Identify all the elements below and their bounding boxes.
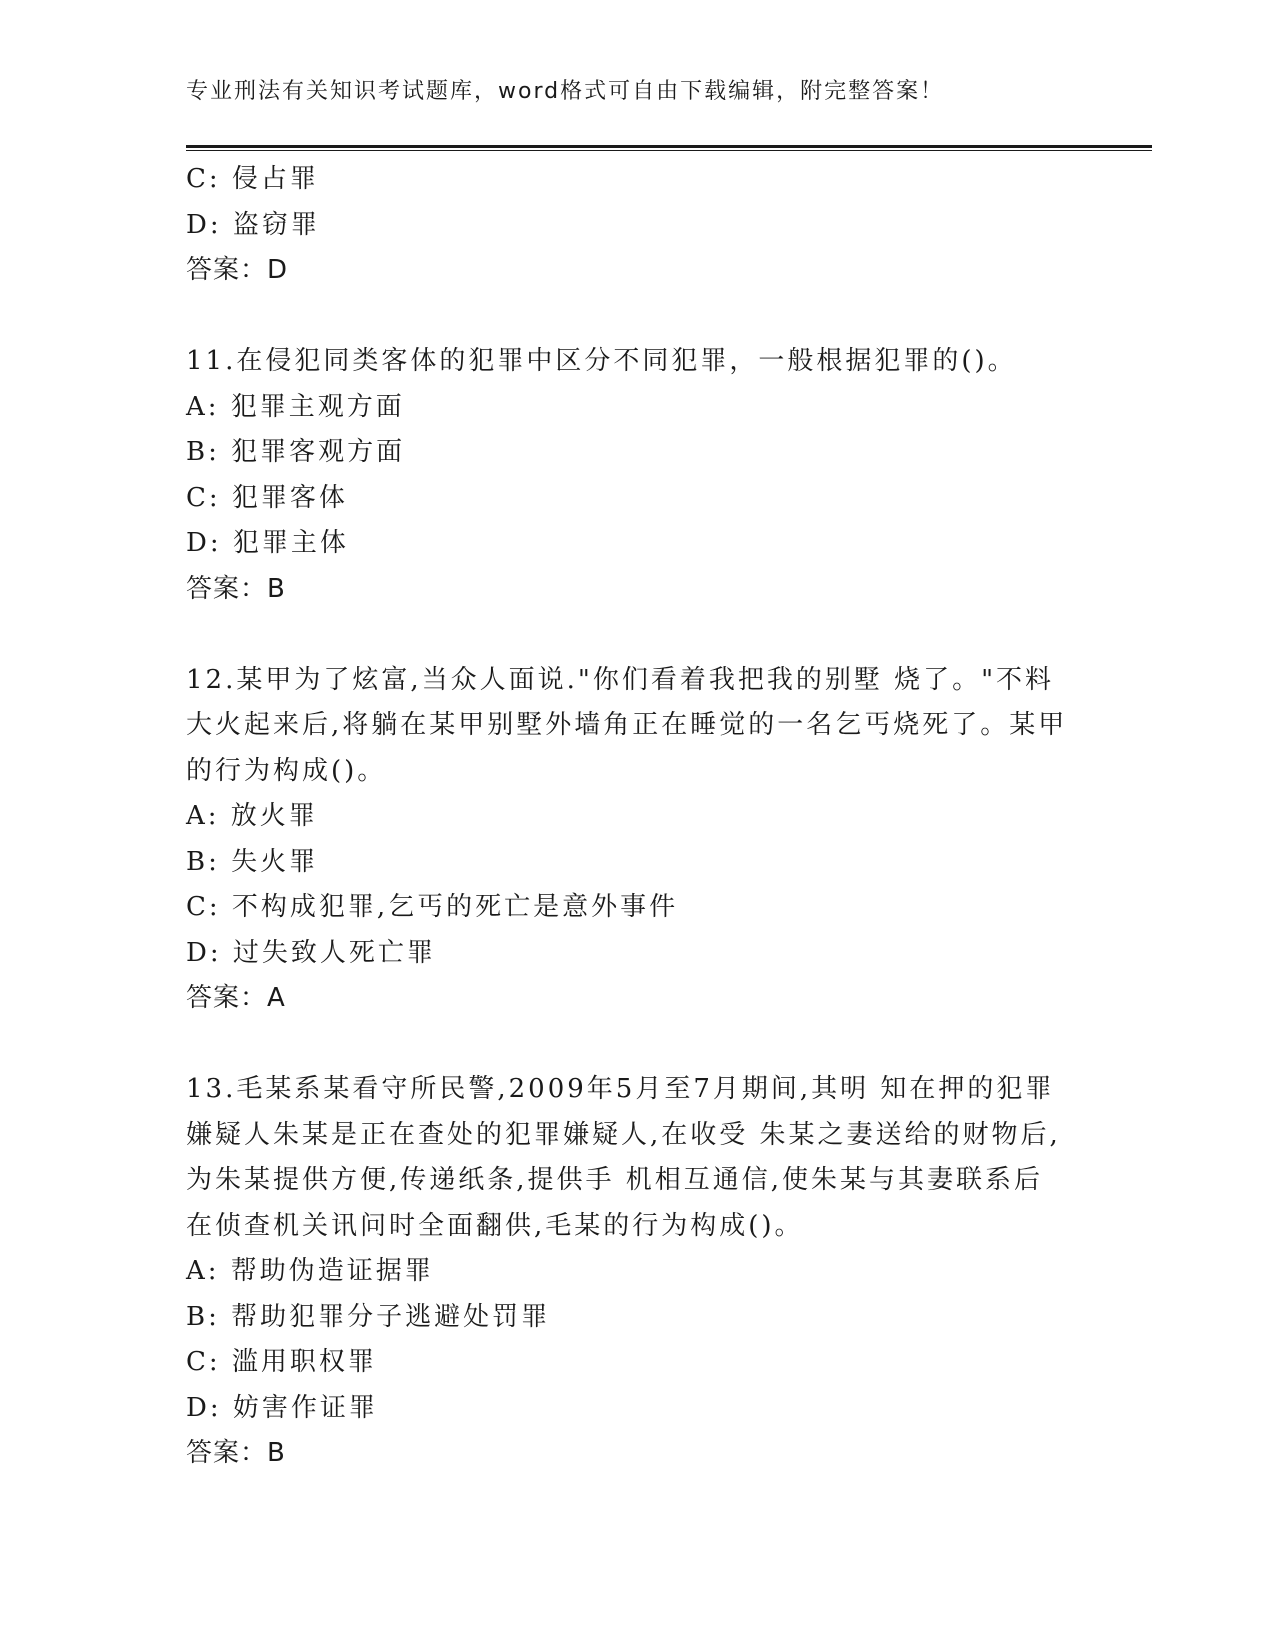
question-11 xyxy=(186,339,1146,612)
option-a: A: 放火罪 xyxy=(186,801,318,831)
question-stem-line-1: 12.某甲为了炫富,当众人面说."你们看着我把我的别墅 烧了。"不料 xyxy=(186,664,1055,695)
question-stem-line-2: 大火起来后,将躺在某甲别墅外墙角正在睡觉的一名乞丐烧死了。某甲 xyxy=(186,710,1068,740)
header-divider xyxy=(186,145,1152,151)
option-d: D: 过失致人死亡罪 xyxy=(186,937,436,968)
option-d: D: 盗窃罪 xyxy=(186,209,320,240)
option-a: A: 帮助伪造证据罪 xyxy=(186,1256,434,1286)
option-a: A: 犯罪主观方面 xyxy=(186,391,405,422)
option-c: C: 犯罪客体 xyxy=(186,482,348,513)
page-header: 专业刑法有关知识考试题库，word格式可自由下载编辑，附完整答案！ xyxy=(186,79,945,104)
answer: 答案：B xyxy=(186,573,286,604)
option-d: D: 犯罪主体 xyxy=(186,528,349,558)
option-c: C: 侵占罪 xyxy=(186,164,319,194)
question-stem-line-3: 为朱某提供方便,传递纸条,提供手 机相互通信,使朱某与其妻联系后 xyxy=(186,1165,1044,1195)
question-stem-line-4: 在侦查机关讯问时全面翻供,毛某的行为构成()。 xyxy=(186,1210,804,1241)
option-b: B: 帮助犯罪分子逃避处罚罪 xyxy=(186,1301,551,1332)
answer: 答案：D xyxy=(186,255,289,285)
option-b: B: 犯罪客观方面 xyxy=(186,437,406,467)
question-12 xyxy=(186,658,1146,1022)
question-stem-line-3: 的行为构成()。 xyxy=(186,755,387,786)
question-13 xyxy=(186,1067,1146,1477)
answer: 答案：B xyxy=(186,1438,286,1468)
answer: 答案：A xyxy=(186,983,286,1013)
option-b: B: 失火罪 xyxy=(186,846,319,877)
question-stem-line-1: 13.毛某系某看守所民警,2009年5月至7月期间,其明 知在押的犯罪 xyxy=(186,1074,1055,1104)
previous-question-continuation xyxy=(186,157,1146,294)
question-stem-line-2: 嫌疑人朱某是正在查处的犯罪嫌疑人,在收受 朱某之妻送给的财物后, xyxy=(186,1119,1061,1150)
option-c: C: 不构成犯罪,乞丐的死亡是意外事件 xyxy=(186,892,679,922)
option-d: D: 妨害作证罪 xyxy=(186,1392,378,1423)
question-stem: 11.在侵犯同类客体的犯罪中区分不同犯罪，一般根据犯罪的()。 xyxy=(186,346,1017,376)
question-content xyxy=(186,157,1146,1477)
option-c: C: 滥用职权罪 xyxy=(186,1347,377,1377)
